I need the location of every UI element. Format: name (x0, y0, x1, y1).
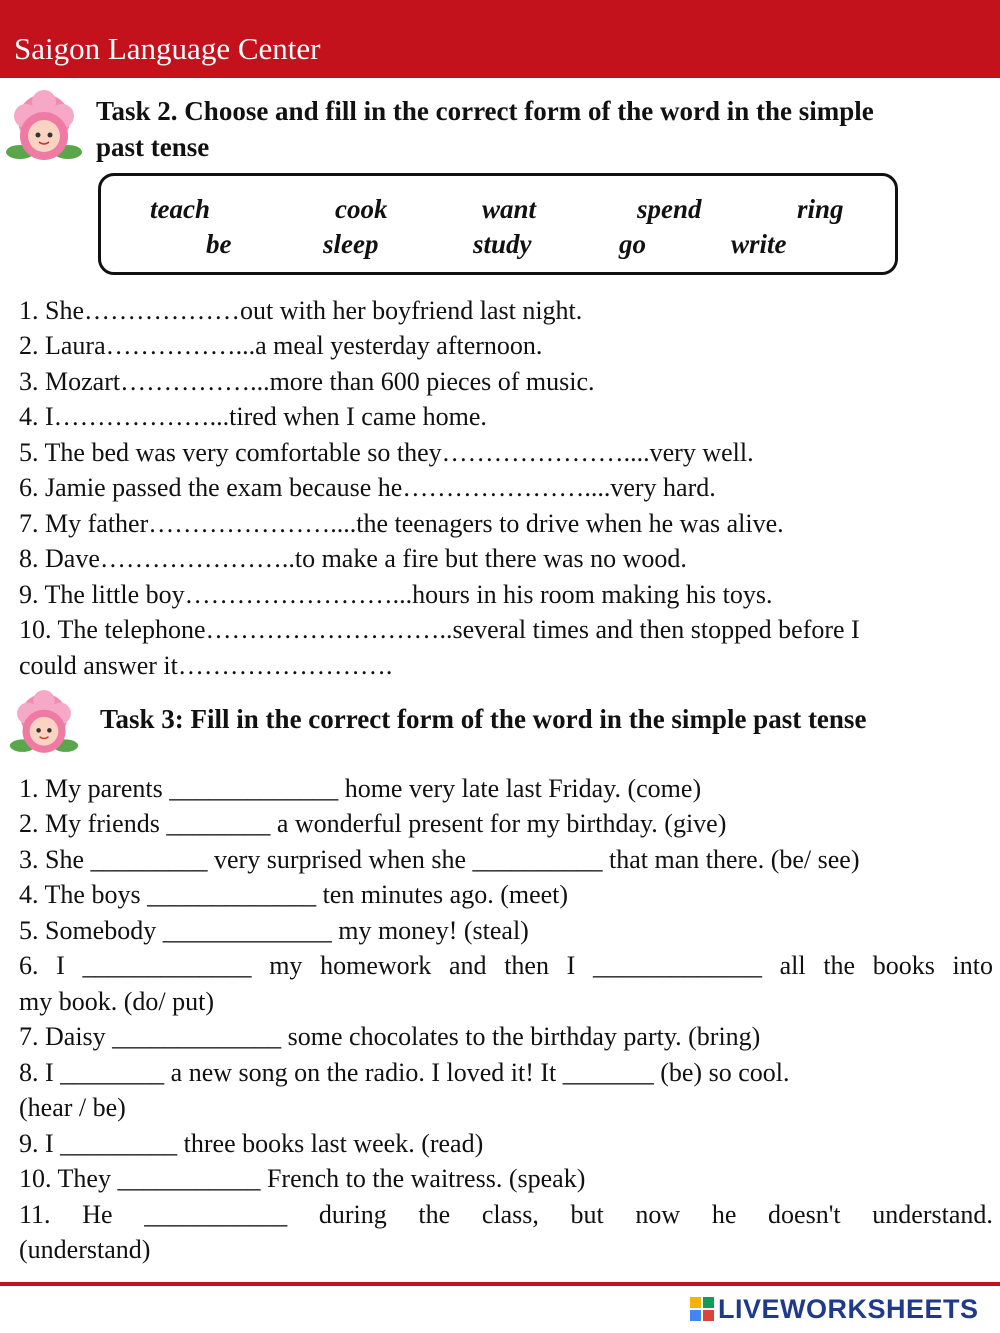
word: 11. (19, 1200, 51, 1229)
word-bank-box (98, 173, 898, 275)
task3-item: 9. I _________ three books last week. (read) (19, 1129, 484, 1158)
task3-item: 4. The boys _____________ ten minutes ago. (meet) (19, 880, 569, 909)
flower-icon (4, 90, 84, 168)
word: my (269, 951, 303, 980)
task3-item: 5. Somebody _____________ my money! (steal) (19, 916, 529, 945)
task2-item: 6. Jamie passed the exam because he…………………....very hard. (19, 473, 716, 502)
task2-item: 2. Laura……………...a meal yesterday afternoon. (19, 331, 543, 360)
task2-item: 4. I………………...tired when I came home. (19, 402, 487, 431)
task2-title-line2: past tense (96, 132, 210, 162)
task3-item: 2. My friends ________ a wonderful present for my birthday. (give) (19, 809, 727, 838)
word: then (504, 951, 549, 980)
word: books (872, 951, 935, 980)
task3-item-11-line1 (19, 1197, 993, 1232)
word: He (82, 1200, 113, 1229)
word: class, (481, 1200, 539, 1229)
word: _____________ (592, 951, 762, 980)
task2-item: 5. The bed was very comfortable so they…………………....very well. (19, 438, 754, 467)
liveworksheets-logo (690, 1293, 979, 1325)
flower-icon (8, 690, 80, 760)
word-bank-item: spend (637, 194, 702, 224)
word: I (56, 951, 65, 980)
task3-item: 1. My parents _____________ home very late last Friday. (come) (19, 774, 702, 803)
word-bank-item: cook (335, 194, 388, 224)
word: understand. (872, 1200, 993, 1229)
task3-item-6-line1 (19, 948, 993, 983)
word-bank-item: go (619, 229, 646, 259)
header-bar (0, 0, 1000, 78)
task2-item: 7. My father…………………....the teenagers to drive when he was alive. (19, 509, 784, 538)
word: all (779, 951, 806, 980)
footer-divider (0, 1282, 1000, 1286)
word-bank-item: want (482, 194, 537, 224)
task2-item: could answer it……………………. (19, 651, 393, 680)
word: into (952, 951, 993, 980)
task2-item: 1. She………………out with her boyfriend last night. (19, 296, 583, 325)
word: homework (320, 951, 432, 980)
word: during (318, 1200, 387, 1229)
word: now (635, 1200, 681, 1229)
task3-item: (hear / be) (19, 1093, 126, 1122)
header-title: Saigon Language Center (14, 31, 321, 66)
task2-item: 3. Mozart……………...more than 600 pieces of music. (19, 367, 595, 396)
liveworksheets-brand-text: LIVEWORKSHEETS (718, 1293, 979, 1324)
task2-title-line1: Task 2. Choose and fill in the correct form of the word in the simple (96, 96, 874, 126)
word-bank-item: ring (797, 194, 844, 224)
task2-item: 9. The little boy……………………...hours in his room making his toys. (19, 580, 773, 609)
word: and (448, 951, 487, 980)
word-bank-item: teach (150, 194, 210, 224)
task2-item: 8. Dave…………………..to make a fire but there was no wood. (19, 544, 687, 573)
task3-title: Task 3: Fill in the correct form of the word in the simple past tense (100, 704, 867, 734)
task3-item: 7. Daisy _____________ some chocolates to the birthday party. (bring) (19, 1022, 761, 1051)
word-bank-item: be (206, 229, 232, 259)
word: 6. (19, 951, 39, 980)
word: but (570, 1200, 604, 1229)
word-bank-item: sleep (323, 229, 379, 259)
task3-item: 8. I ________ a new song on the radio. I loved it! It _______ (be) so cool. (19, 1058, 790, 1087)
word: the (418, 1200, 451, 1229)
word-bank-item: study (473, 229, 532, 259)
liveworksheets-logo-icon (690, 1297, 714, 1321)
word: ___________ (144, 1200, 288, 1229)
word: doesn't (768, 1200, 841, 1229)
task3-item: (understand) (19, 1235, 151, 1264)
word: _____________ (82, 951, 252, 980)
task3-item: 10. They ___________ French to the waitress. (speak) (19, 1164, 586, 1193)
word: I (566, 951, 576, 980)
word: he (711, 1200, 737, 1229)
word-bank-item: write (731, 229, 787, 259)
word: the (823, 951, 856, 980)
task3-item: my book. (do/ put) (19, 987, 214, 1016)
task3-item: 3. She _________ very surprised when she __________ that man there. (be/ see) (19, 845, 860, 874)
task2-item: 10. The telephone………………………..several times and then stopped before I (19, 615, 860, 644)
